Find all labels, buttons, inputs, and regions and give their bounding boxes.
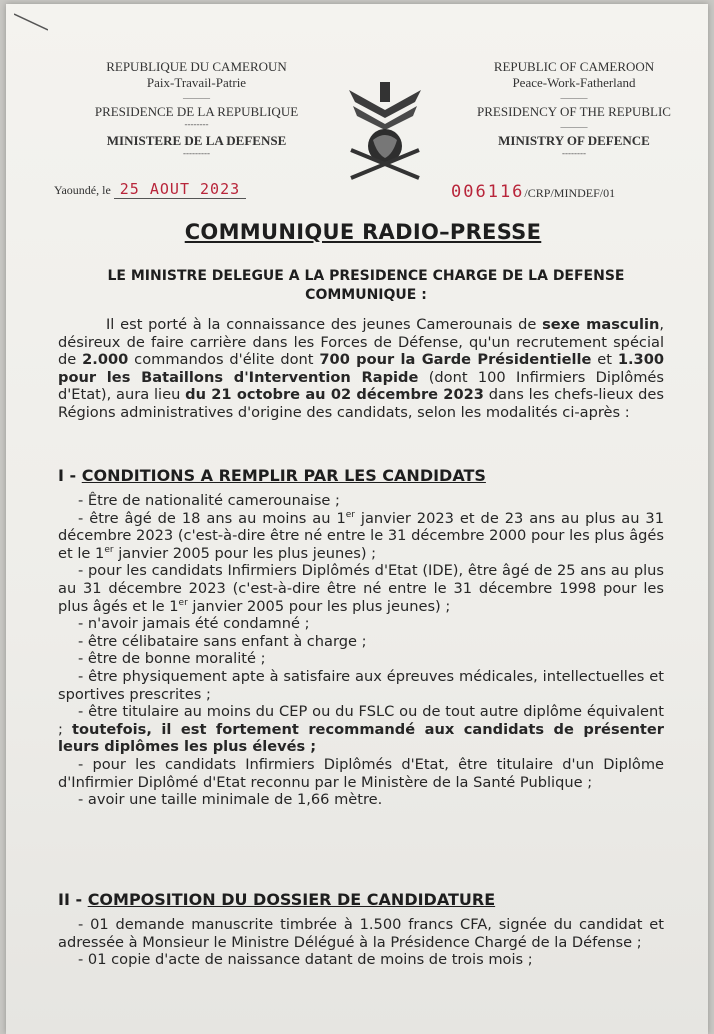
- intro-text: et: [591, 351, 618, 369]
- list-item-text: Être de nationalité camerounaise ;: [87, 492, 340, 509]
- intro-text: commandos d'élite dont: [128, 351, 320, 369]
- intro-text: , désireux de faire carrière dans les Forces de Défense, qu'un recrutement spécial de: [58, 316, 664, 369]
- intro-bold: 2.000: [82, 351, 129, 369]
- motto-en: Peace-Work-Fatherland: [512, 75, 636, 90]
- section-number: II -: [58, 890, 88, 909]
- intro-bold: 1.300 pour les Bataillons d'Intervention Rapide: [58, 351, 665, 386]
- list-item-text: 01 demande manuscrite timbrée à 1.500 francs CFA, signée du candidat et adressée à Monsieur le Ministre Délégué à la Présidence Chargé de la Défense ;: [58, 916, 665, 951]
- list-item: - 01 demande manuscrite timbrée à 1.500 francs CFA, signée du candidat et adressée à Monsieur le Ministre Délégué à la Présidence Chargé de la Défense ;: [58, 916, 665, 951]
- intro-text: Il est porté à la connaissance des jeunes Camerounais de: [106, 316, 543, 333]
- divider: --------: [562, 148, 586, 158]
- ministry-en: MINISTRY OF DEFENCE: [498, 133, 650, 148]
- document-subtitle: LE MINISTRE DELEGUE A LA PRESIDENCE CHARGE DE LA DEFENSE COMMUNIQUE :: [107, 268, 625, 303]
- reference-line: [451, 182, 615, 202]
- intro-text: dans les chefs-lieux des Régions administratives d'origine des candidats, selon les modalités ci-après :: [58, 386, 665, 421]
- defence-emblem-icon: [343, 80, 427, 184]
- document-page: [6, 4, 708, 1034]
- list-item-text: être titulaire au moins du CEP ou du FSLC ou de tout autre diplôme équivalent ;: [58, 703, 664, 738]
- list-item-text: être âgé de 18 ans au moins au 1er janvier 2023 et de 23 ans au plus au 31 décembre 2023 (c'est-à-dire être né entre le 31 décembre 2000 pour les plus âgés et le 1er janvier 2005 pour les plus jeunes) ;: [58, 509, 664, 562]
- divider: ______: [183, 90, 210, 100]
- list-item: - 01 copie d'acte de naissance datant de moins de trois mois ;: [78, 951, 533, 969]
- list-item-text: 01 copie d'acte de naissance datant de moins de trois mois ;: [87, 951, 533, 969]
- country-en: REPUBLIC OF CAMEROON: [493, 59, 655, 74]
- section-title: CONDITIONS A REMPLIR PAR LES CANDIDATS: [81, 466, 486, 485]
- motto-fr: Paix-Travail-Patrie: [146, 75, 247, 90]
- ministry-fr: MINISTERE DE LA DEFENSE: [106, 133, 287, 148]
- intro-bold: 700 pour la Garde Présidentielle: [319, 351, 592, 369]
- header-right: [434, 59, 714, 158]
- list-item: - n'avoir jamais été condamné ;: [78, 615, 310, 633]
- intro-text: (dont 100 Infirmiers Diplômés d'Etat), aura lieu: [58, 368, 664, 404]
- intro-paragraph: [58, 316, 664, 422]
- header-left: [54, 59, 339, 158]
- pen-mark: [14, 10, 48, 34]
- list-item: - pour les candidats Infirmiers Diplômés d'Etat (IDE), être âgé de 25 ans au plus au 31 décembre 2023 (c'est-à-dire être né entre le 31 décembre 1998 pour les plus âgés et le 1er janvier 2005 pour les plus jeunes) ;: [58, 562, 664, 615]
- date-line: [54, 180, 246, 198]
- list-item-text: être de bonne moralité ;: [87, 650, 266, 668]
- list-item: - Être de nationalité camerounaise ;: [78, 492, 340, 509]
- list-item-text: n'avoir jamais été condamné ;: [87, 615, 310, 633]
- section-number: I -: [58, 466, 82, 485]
- list-item: - avoir une taille minimale de 1,66 mètre.: [78, 791, 383, 809]
- list-item-text: pour les candidats Infirmiers Diplômés d'Etat, être titulaire d'un Diplôme d'Infirmier Diplômé d'Etat reconnu par le Ministère de la Santé Publique ;: [58, 755, 665, 791]
- list-item-text: avoir une taille minimale de 1,66 mètre.: [87, 791, 383, 809]
- list-item: - être célibataire sans enfant à charge ;: [78, 632, 367, 650]
- list-item: - être âgé de 18 ans au moins au 1er janvier 2023 et de 23 ans au plus au 31 décembre 2023 (c'est-à-dire être né entre le 31 décembre 2000 pour les plus âgés et le 1er janvier 2005 pour les plus jeunes) ;: [58, 509, 664, 562]
- document-title: COMMUNIQUE RADIO–PRESSE: [184, 220, 542, 244]
- date-place: Yaoundé, le: [54, 183, 111, 197]
- divider: ______: [560, 119, 588, 129]
- country-fr: REPUBLIQUE DU CAMEROUN: [106, 59, 287, 74]
- date-stamp: 25 AOUT 2023: [114, 180, 246, 199]
- list-item: - être titulaire au moins du CEP ou du FSLC ou de tout autre diplôme équivalent ; toutefois, il est fortement recommandé aux candidats de présenter leurs diplômes les plus élevés ;: [58, 703, 664, 756]
- intro-bold: du 21 octobre au 02 décembre 2023: [185, 386, 484, 404]
- dossier-list: [58, 916, 664, 969]
- conditions-list: [58, 492, 664, 809]
- list-item: - pour les candidats Infirmiers Diplômés d'Etat, être titulaire d'un Diplôme d'Infirmier Diplômé d'Etat reconnu par le Ministère de la Santé Publique ;: [58, 755, 665, 791]
- divider: ______: [560, 90, 588, 100]
- list-item-bold: toutefois, il est fortement recommandé aux candidats de présenter leurs diplômes les plus élevés ;: [58, 720, 664, 756]
- list-item-text: pour les candidats Infirmiers Diplômés d'Etat (IDE), être âgé de 25 ans au plus au 31 décembre 2023 (c'est-à-dire être né entre le 31 décembre 1998 pour les plus âgés et le 1er janvier 2005 pour les plus jeunes) ;: [58, 562, 664, 615]
- section-title: COMPOSITION DU DOSSIER DE CANDIDATURE: [87, 890, 496, 909]
- section-2-heading: [58, 890, 495, 909]
- list-item-text: être célibataire sans enfant à charge ;: [87, 632, 367, 650]
- list-item: - être de bonne moralité ;: [78, 650, 266, 668]
- presidency-fr: PRESIDENCE DE LA REPUBLIQUE: [94, 104, 299, 119]
- intro-bold: sexe masculin: [542, 316, 660, 333]
- divider: ---------: [183, 148, 210, 158]
- section-1-heading: [58, 466, 486, 485]
- divider: --------: [184, 119, 209, 129]
- list-item-text: être physiquement apte à satisfaire aux épreuves médicales, intellectuelles et sportives prescrites ;: [58, 667, 665, 703]
- reference-number: 006116: [451, 182, 525, 202]
- reference-suffix: /CRP/MINDEF/01: [524, 186, 616, 200]
- list-item: - être physiquement apte à satisfaire aux épreuves médicales, intellectuelles et sportives prescrites ;: [58, 667, 665, 703]
- presidency-en: PRESIDENCY OF THE REPUBLIC: [477, 104, 671, 119]
